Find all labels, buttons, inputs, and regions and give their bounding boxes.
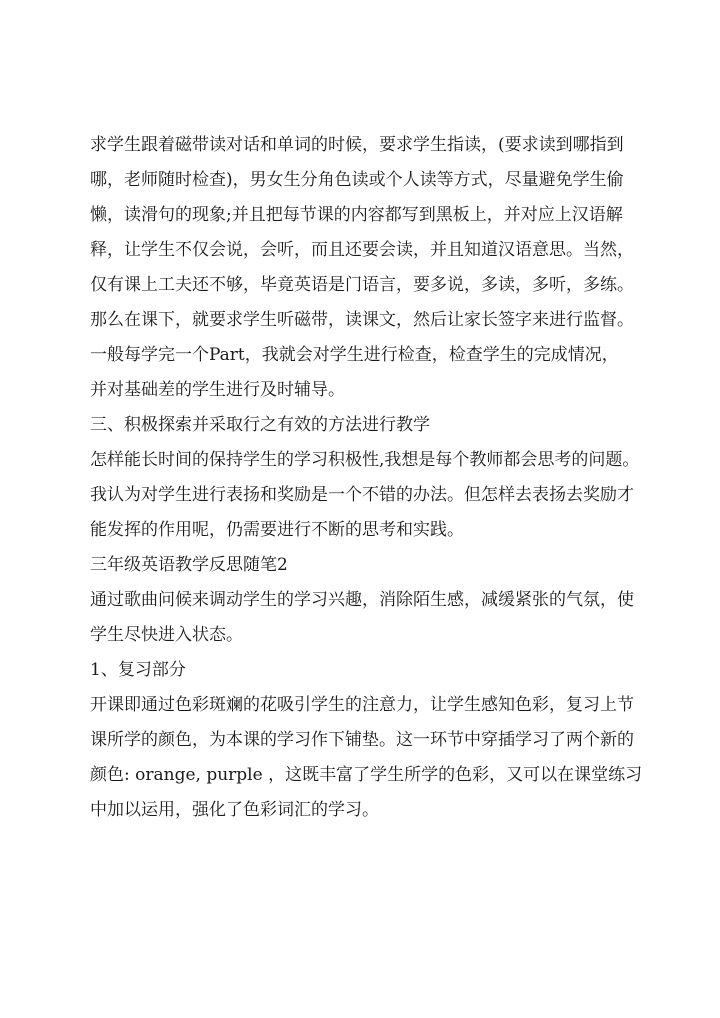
- section-heading-methods: 三、积极探索并采取行之有效的方法进行教学: [90, 415, 430, 435]
- text-line: 通过歌曲问候来调动学生的学习兴趣，消除陌生感，减缓紧张的气氛，使: [90, 590, 634, 610]
- text-line: 懒，读滑句的现象;并且把每节课的内容都写到黑板上，并对应上汉语解: [90, 205, 623, 225]
- text-line: 怎样能长时间的保持学生的学习积极性,我想是每个教师都会思考的问题。: [90, 450, 640, 470]
- text-line: 能发挥的作用呢，仍需要进行不断的思考和实践。: [90, 520, 464, 540]
- text-line: 我认为对学生进行表扬和奖励是一个不错的办法。但怎样去表扬去奖励才: [90, 485, 634, 505]
- paragraph-song-greeting: [90, 583, 650, 653]
- text-line: 一般每学完一个Part，我就会对学生进行检查，检查学生的完成情况，: [90, 345, 619, 365]
- text-line: 并对基础差的学生进行及时辅导。: [90, 380, 345, 400]
- text-line: 开课即通过色彩斑斓的花吸引学生的注意力，让学生感知色彩，复习上节: [90, 695, 634, 715]
- text-line: 释，让学生不仅会说，会听，而且还要会读，并且知道汉语意思。当然，: [90, 240, 634, 260]
- paragraph-reading-practice: [90, 128, 650, 408]
- text-line: 仅有课上工夫还不够，毕竟英语是门语言，要多说，多读，多听，多练。: [90, 275, 634, 295]
- text-line: 求学生跟着磁带读对话和单词的时候，要求学生指读，(要求读到哪指到: [90, 135, 624, 155]
- document-body: [90, 128, 650, 828]
- section-heading-review: 1、复习部分: [90, 660, 186, 680]
- paragraph-colors: [90, 688, 650, 828]
- text-line: 颜色: orange, purple ，这既丰富了学生所学的色彩，又可以在课堂练习: [90, 765, 643, 785]
- text-line: 学生尽快进入状态。: [90, 625, 243, 645]
- text-line: 课所学的颜色，为本课的学习作下铺垫。这一环节中穿插学习了两个新的: [90, 730, 634, 750]
- text-line: 哪，老师随时检查)，男女生分角色读或个人读等方式，尽量避免学生偷: [90, 170, 624, 190]
- text-line: 中加以运用，强化了色彩词汇的学习。: [90, 800, 379, 820]
- essay-title-2: 三年级英语教学反思随笔2: [90, 555, 288, 575]
- paragraph-motivation: [90, 443, 650, 548]
- text-line: 那么在课下，就要求学生听磁带，读课文，然后让家长签字来进行监督。: [90, 310, 634, 330]
